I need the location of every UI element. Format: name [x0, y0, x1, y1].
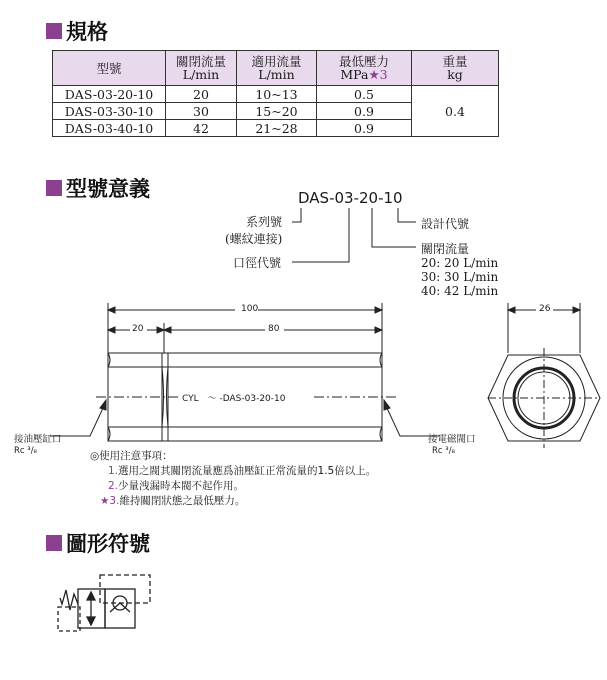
label-right-port: 接電磁閥口	[428, 434, 476, 445]
dim-80: 80	[268, 324, 280, 334]
label-port: 口徑代號	[233, 256, 282, 270]
label-close-flow: 關閉流量	[421, 242, 470, 256]
model-code: DAS-03-20-10	[298, 189, 403, 207]
header-model: 型號	[53, 51, 166, 86]
flow-option-20: 20: 20 L/min	[421, 256, 499, 270]
section-title-spec: 規格	[46, 16, 108, 46]
label-left-port-size: Rc ³/₈	[14, 446, 37, 456]
note-item: 1.選用之閥其關閉流量應爲油壓缸正常流量的1.5倍以上。	[108, 465, 377, 477]
dim-100: 100	[241, 304, 259, 314]
header-flow: 適用流量 L/min	[237, 51, 317, 86]
flow-option-40: 40: 42 L/min	[421, 284, 499, 298]
header-pressure: 最低壓力 MPa★3	[317, 51, 412, 86]
header-close-flow: 關閉流量 L/min	[166, 51, 237, 86]
note-item: ★3.維持關閉狀態之最低壓力。	[100, 495, 246, 507]
flow-option-30: 30: 30 L/min	[421, 270, 499, 284]
label-left-port: 接油壓缸口	[14, 434, 62, 445]
label-right-port-size: Rc ³/₈	[432, 446, 455, 456]
hydraulic-symbol-icon	[58, 575, 150, 631]
section-title-symbol: 圖形符號	[46, 528, 150, 558]
label-series-note: (螺紋連接)	[225, 232, 283, 246]
dim-26: 26	[539, 304, 551, 314]
usage-notes	[90, 449, 376, 509]
note-item: 2.少量洩漏時本閥不起作用。	[108, 480, 245, 492]
table-row: DAS-03-30-10 30 15~20 0.9	[53, 103, 499, 120]
table-row: DAS-03-20-10 20 10~13 0.5 0.4	[53, 86, 499, 103]
notes-title: ◎使用注意事項：	[90, 450, 173, 462]
label-series: 系列號	[246, 215, 283, 229]
label-design: 設計代號	[421, 217, 470, 231]
section-title-model: 型號意義	[46, 173, 150, 203]
header-weight: 重量 kg	[412, 51, 499, 86]
dim-20: 20	[132, 324, 144, 334]
weight-cell: 0.4	[412, 86, 499, 137]
body-marking: CYL ～ -DAS-03-20-10	[180, 391, 288, 404]
section-marker	[46, 535, 62, 551]
table-row: DAS-03-40-10 42 21~28 0.9	[53, 120, 499, 137]
